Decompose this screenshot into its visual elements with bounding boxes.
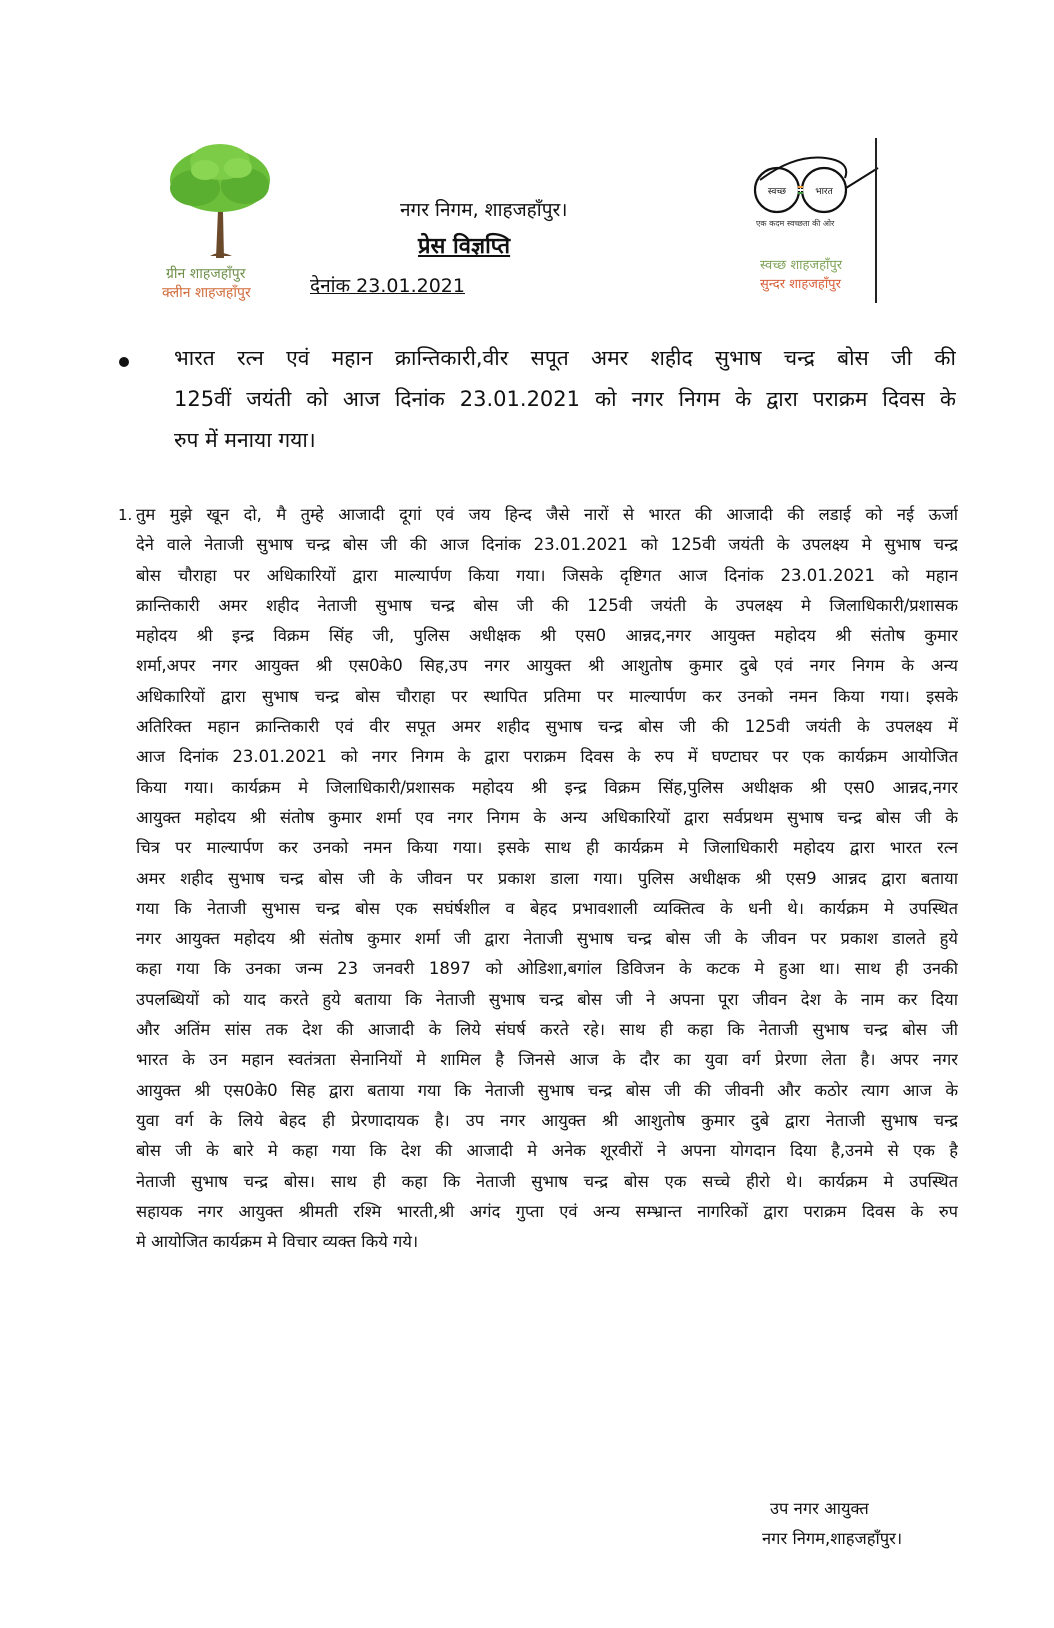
body-line: बोस चौराहा पर अधिकारियों द्वारा माल्यार्पण किया गया। जिसके दृष्टिगत आज दिनांक 23.01.2021 को महान bbox=[136, 565, 958, 585]
logo-caption-green: ग्रीन शाहजहाँपुर bbox=[166, 266, 246, 282]
body-line: सहायक नगर आयुक्त श्रीमती रश्मि भारती,श्री अगंद गुप्ता एवं अन्य सम्भ्रान्त नागरिकों द्वारा पराक्रम दिवस के रुप bbox=[136, 1201, 958, 1221]
organization-name: नगर निगम, शाहजहाँपुर। bbox=[400, 199, 568, 221]
logo-caption-sundar: सुन्दर शाहजहाँपुर bbox=[760, 277, 841, 292]
summary-line: रुप में मनाया गया। bbox=[174, 428, 316, 452]
body-line: किया गया। कार्यक्रम मे जिलाधिकारी/प्रशासक महोदय श्री इन्द्र विक्रम सिंह,पुलिस अधीक्षक श्री एस0 आन्नद,नगर bbox=[136, 777, 958, 797]
body-line: शर्मा,अपर नगर आयुक्त श्री एस0के0 सिह,उप नगर आयुक्त श्री आशुतोष कुमार दुबे एवं नगर निगम के अन्य bbox=[136, 656, 958, 676]
body-line: नगर आयुक्त महोदय श्री संतोष कुमार शर्मा जी द्वारा नेताजी सुभाष चन्द्र बोस जी के जीवन पर प्रकाश डालते हुये bbox=[136, 929, 958, 949]
summary-paragraph bbox=[174, 338, 956, 461]
signatory-designation: उप नगर आयुक्त bbox=[770, 1499, 869, 1518]
glasses-right-text: भारत bbox=[815, 187, 833, 197]
release-date: देनांक 23.01.2021 bbox=[310, 275, 465, 297]
body-line: और अतिंम सांस तक देश की आजादी के लिये संघर्ष करते रहे। साथ ही कहा कि नेताजी सुभाष चन्द्र बोस जी bbox=[136, 1020, 958, 1040]
body-line: आज दिनांक 23.01.2021 को नगर निगम के द्वारा पराक्रम दिवस के रुप में घण्टाघर पर एक कार्यक्रम आयोजित bbox=[136, 747, 958, 767]
logo-caption-swachh: स्वच्छ शाहजहाँपुर bbox=[760, 258, 843, 273]
signatory-office: नगर निगम,शाहजहाँपुर। bbox=[762, 1529, 903, 1548]
body-line: महोदय श्री इन्द्र विक्रम सिंह जी, पुलिस अधीक्षक श्री एस0 आन्नद,नगर आयुक्त महोदय श्री संतोष कुमार bbox=[136, 626, 958, 646]
body-line: युवा वर्ग के लिये बेहद ही प्रेरणादायक है। उप नगर आयुक्त श्री आशुतोष कुमार दुबे द्वारा नेताजी सुभाष चन्द्र bbox=[136, 1110, 958, 1130]
body-line: अतिरिक्त महान क्रान्तिकारी एवं वीर सपूत अमर शहीद सुभाष चन्द्र बोस जी की 125वी जयंती के उपलक्ष्य में bbox=[136, 717, 958, 737]
paragraph-number: 1. bbox=[118, 506, 133, 524]
body-line: क्रान्तिकारी अमर शहीद नेताजी सुभाष चन्द्र बोस जी की 125वी जयंती के उपलक्ष्य मे जिलाधिकारी/प्रशासक bbox=[136, 595, 958, 615]
tree-icon bbox=[160, 140, 280, 260]
body-line: आयुक्त श्री एस0के0 सिह द्वारा बताया गया कि नेताजी सुभाष चन्द्र बोस जी की जीवनी और कठोर त्याग आज के bbox=[136, 1080, 958, 1100]
body-line: उपलब्धियों को याद करते हुये बताया कि नेताजी सुभाष चन्द्र बोस जी ने अपना पूरा जीवन देश के नाम कर दिया bbox=[136, 989, 958, 1009]
summary-line: 125वीं जयंती को आज दिनांक 23.01.2021 को नगर निगम के द्वारा पराक्रम दिवस के bbox=[174, 387, 956, 411]
body-line: चित्र पर माल्यार्पण कर उनको नमन किया गया। इसके साथ ही कार्यक्रम मे जिलाधिकारी महोदय द्वारा भारत रत्न bbox=[136, 838, 958, 858]
gandhi-glasses-icon bbox=[750, 140, 880, 220]
body-line: देने वाले नेताजी सुभाष चन्द्र बोस जी की आज दिनांक 23.01.2021 को 125वी जयंती के उपलक्ष्य मे सुभाष चन्द्र bbox=[136, 535, 958, 555]
body-line: मे आयोजित कार्यक्रम मे विचार व्यक्त किये गये। bbox=[136, 1232, 419, 1252]
bullet-icon bbox=[119, 357, 129, 367]
page-title: प्रेस विज्ञप्ति bbox=[418, 234, 511, 259]
body-line: आयुक्त महोदय श्री संतोष कुमार शर्मा एव नगर निगम के अन्य अधिकारियों द्वारा सर्वप्रथम सुभाष चन्द्र बोस जी के bbox=[136, 807, 958, 827]
summary-line: भारत रत्न एवं महान क्रान्तिकारी,वीर सपूत अमर शहीद सुभाष चन्द्र बोस जी की bbox=[174, 346, 956, 370]
header-divider bbox=[875, 138, 877, 303]
body-line: नेताजी सुभाष चन्द्र बोस। साथ ही कहा कि नेताजी सुभाष चन्द्र बोस एक सच्चे हीरो थे। कार्यक्रम मे उपस्थित bbox=[136, 1171, 958, 1191]
glasses-left-text: स्वच्छ bbox=[767, 187, 787, 197]
body-paragraph bbox=[136, 500, 958, 1257]
logo-caption-clean: क्लीन शाहजहाँपुर bbox=[162, 285, 251, 301]
body-line: तुम मुझे खून दो, मै तुम्हे आजादी दूगां एवं जय हिन्द जैसे नारों से भारत की आजादी की लडाई को नई ऊर्जा bbox=[136, 505, 958, 524]
green-shahjahanpur-logo bbox=[150, 140, 290, 305]
logo-tagline: एक कदम स्वच्छता की ओर bbox=[756, 219, 835, 228]
body-line: गया कि नेताजी सुभास चन्द्र बोस एक सघंर्षशील व बेहद प्रभावशाली व्यक्तित्व के धनी थे। कार्यक्रम मे उपस्थित bbox=[136, 898, 958, 918]
body-line: कहा गया कि उनका जन्म 23 जनवरी 1897 को ओडिशा,बगांल डिविजन के कटक मे हुआ था। साथ ही उनकी bbox=[136, 959, 958, 979]
body-line: बोस जी के बारे मे कहा गया कि देश की आजादी मे अनेक शूरवीरों ने अपना योगदान दिया है,उनमे से एक है bbox=[136, 1141, 958, 1161]
body-line: अमर शहीद सुभाष चन्द्र बोस जी के जीवन पर प्रकाश डाला गया। पुलिस अधीक्षक श्री एस9 आन्नद द्वारा बताया bbox=[136, 868, 958, 888]
body-line: अधिकारियों द्वारा सुभाष चन्द्र बोस चौराहा पर स्थापित प्रतिमा पर माल्यार्पण कर उनको नमन किया गया। इसके bbox=[136, 686, 958, 706]
body-line: भारत के उन महान स्वतंत्रता सेनानियों मे शामिल है जिनसे आज के दौर का युवा वर्ग प्रेरणा लेता है। अपर नगर bbox=[136, 1050, 958, 1070]
swachh-bharat-logo bbox=[750, 140, 890, 310]
